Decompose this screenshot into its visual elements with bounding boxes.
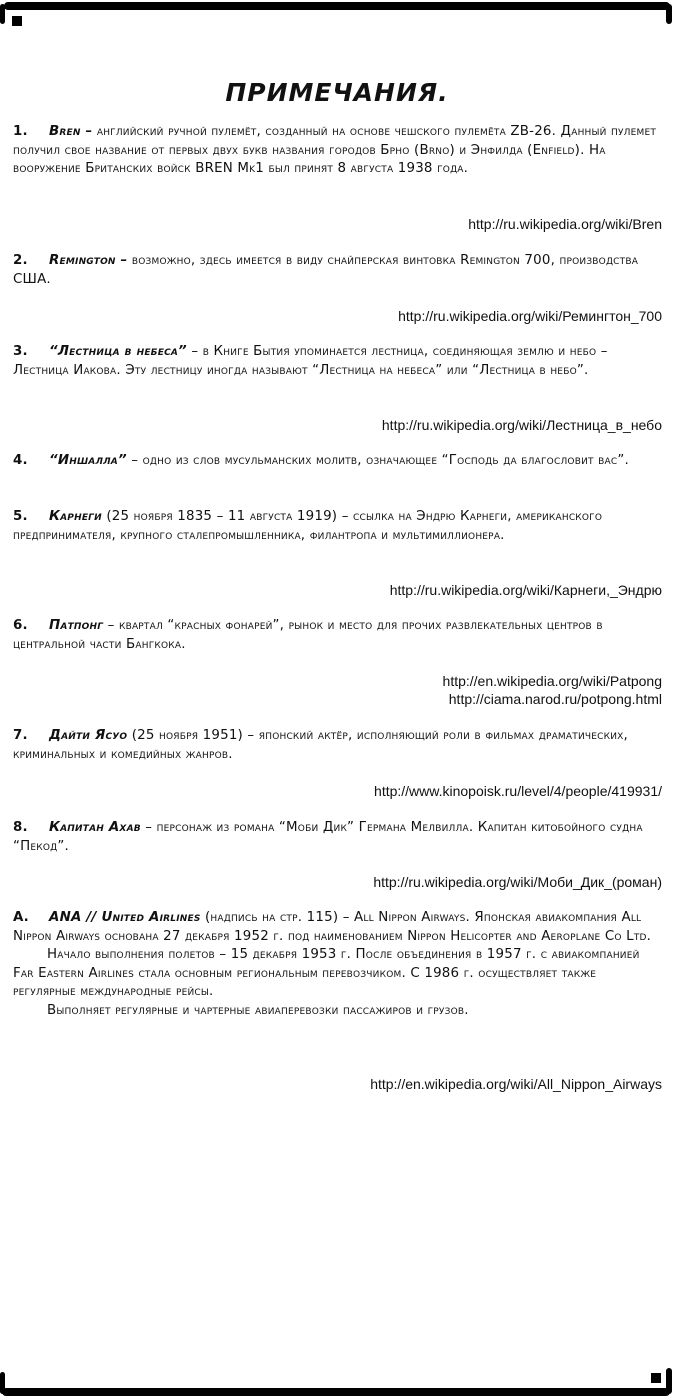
note-number: 1. bbox=[13, 124, 28, 139]
note-4 bbox=[13, 452, 663, 471]
note-1 bbox=[13, 123, 663, 179]
note-number: 7. bbox=[13, 728, 28, 743]
corner-square-top-left bbox=[12, 16, 22, 26]
frame-left-top-border bbox=[0, 4, 5, 24]
note-term: Дайти Ясуо bbox=[49, 728, 128, 743]
note-7 bbox=[13, 727, 663, 764]
page-title: ПРИМЕЧАНИЯ. bbox=[225, 78, 449, 107]
note-8-link[interactable]: http://ru.wikipedia.org/wiki/Моби_Дик_(роман) bbox=[373, 874, 662, 890]
note-3 bbox=[13, 343, 663, 380]
note-term: “Иншалла” bbox=[49, 453, 127, 468]
note-number: 2. bbox=[13, 253, 28, 268]
note-term: Патпонг bbox=[49, 618, 104, 633]
frame-bottom-border bbox=[2, 1388, 670, 1396]
note-number: 6. bbox=[13, 618, 28, 633]
note-6-link-2[interactable]: http://ciama.narod.ru/potpong.html bbox=[448, 691, 662, 707]
note-term: Bren – bbox=[49, 124, 93, 139]
note-number: 8. bbox=[13, 820, 28, 835]
note-number: А. bbox=[13, 910, 29, 925]
frame-right-top-border bbox=[666, 4, 672, 24]
note-5 bbox=[13, 508, 663, 545]
note-a-paragraph-2: Начало выполнения полетов – 15 декабря 1953 г. После объединения в 1957 г. с авиакомпанией Far Eastern Airlines стала основным региональным перевозчиком. С 1986 г. осуществляет также регулярные международные рейсы. bbox=[13, 947, 640, 999]
note-term: Карнеги bbox=[49, 509, 102, 524]
note-text: возможно, здесь имеется в виду снайперская винтовка Remington 700, производства США. bbox=[13, 253, 639, 287]
note-text: (надпись на стр. 115) – All Nippon Airways. Японская авиакомпания All Nippon Airways основана 27 декабря 1952 г. под наименованием Nippon Helicopter and Aeroplane Co Ltd. bbox=[13, 910, 652, 944]
note-3-link[interactable]: http://ru.wikipedia.org/wiki/Лестница_в_небо bbox=[381, 417, 662, 433]
corner-square-bottom-right bbox=[651, 1373, 661, 1383]
note-1-link[interactable]: http://ru.wikipedia.org/wiki/Bren bbox=[468, 216, 662, 232]
note-2-link[interactable]: http://ru.wikipedia.org/wiki/Ремингтон_700 bbox=[398, 308, 662, 324]
note-7-link[interactable]: http://www.kinopoisk.ru/level/4/people/419931/ bbox=[374, 783, 662, 799]
note-a-link[interactable]: http://en.wikipedia.org/wiki/All_Nippon_Airways bbox=[370, 1076, 662, 1092]
frame-top-border bbox=[4, 2, 670, 10]
note-text: – одно из слов мусульманских молитв, означающее “Господь да благословит вас”. bbox=[126, 453, 629, 468]
note-8 bbox=[13, 819, 663, 856]
note-term: Remington – bbox=[49, 253, 128, 268]
note-6 bbox=[13, 617, 663, 654]
note-a-paragraph-3: Выполняет регулярные и чартерные авиаперевозки пассажиров и грузов. bbox=[47, 1002, 469, 1018]
note-term: “Лестница в небеса” bbox=[49, 344, 187, 359]
note-6-link-1[interactable]: http://en.wikipedia.org/wiki/Patpong bbox=[442, 673, 662, 689]
note-5-link[interactable]: http://ru.wikipedia.org/wiki/Карнеги,_Эндрю bbox=[389, 582, 662, 598]
note-text: (25 ноября 1951) – японский актёр, исполняющий роли в фильмах драматических, криминальных и комедийных жанров. bbox=[13, 728, 628, 762]
note-number: 5. bbox=[13, 509, 28, 524]
note-text: – квартал “красных фонарей”, рынок и место для прочих развлекательных центров в центральной части Бангкока. bbox=[13, 618, 603, 652]
note-text: – в Книге Бытия упоминается лестница, соединяющая землю и небо – Лестница Иакова. Эту лестницу иногда называют “Лестница на небеса” или “Лестница в небо”. bbox=[13, 344, 608, 378]
note-term: ANA // United Airlines bbox=[49, 910, 201, 925]
note-a bbox=[13, 909, 663, 1020]
note-text: (25 ноября 1835 – 11 августа 1919) – ссылка на Эндрю Карнеги, американского предпринимателя, крупного сталепромышленника, филантропа и мультимиллионера. bbox=[13, 509, 603, 543]
note-text: – персонаж из романа “Моби Дик” Германа Мелвилла. Капитан китобойного судна “Пекод”. bbox=[13, 820, 643, 854]
note-text: английский ручной пулемёт, созданный на основе чешского пулемёта ZB-26. Данный пулемет получил свое название от первых двух букв названия городов Брно (Brno) и Энфилда (Enfield). На вооружение Британских войск BREN Mk1 был принят 8 августа 1938 года. bbox=[13, 124, 657, 176]
note-number: 3. bbox=[13, 344, 28, 359]
note-2 bbox=[13, 252, 663, 289]
note-term: Капитан Ахав bbox=[49, 820, 141, 835]
note-number: 4. bbox=[13, 453, 28, 468]
